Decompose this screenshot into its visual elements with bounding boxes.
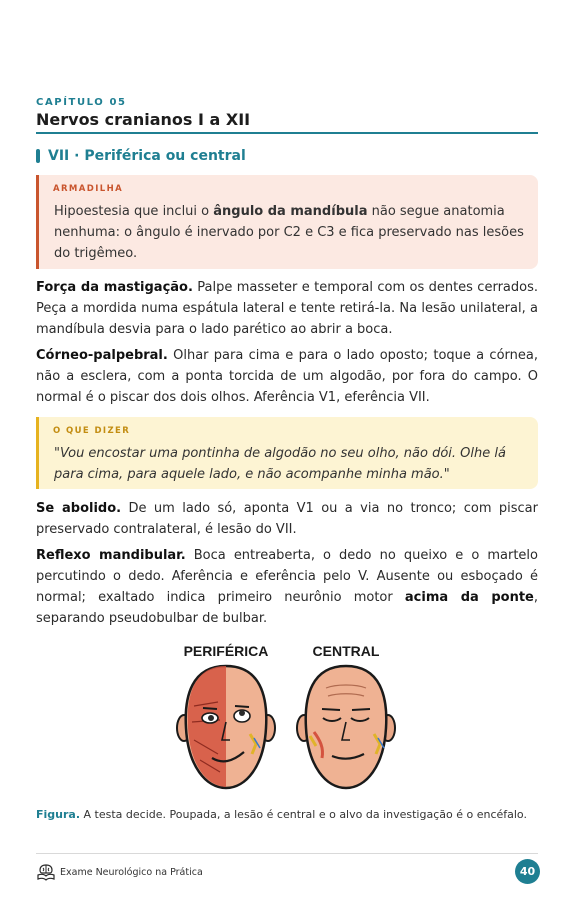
paragraph-body: De um lado só, aponta V1 ou a via no tronco; com piscar preservado contralateral, é lesão do VII. (36, 501, 538, 537)
paragraph-emphasis: acima da ponte (404, 590, 534, 605)
chapter-divider (36, 132, 538, 134)
paragraph-body: Olhar para cima e para o lado oposto; toque a córnea, não a esclera, com a ponta torcida de um algodão, por fora do campo. O normal é o piscar dos dois olhos. Aferência V1, eferência VII. (36, 348, 538, 405)
figure-label-peripheral: PERIFÉRICA (183, 643, 269, 659)
paragraph-lead: Se abolido. (36, 501, 122, 516)
paragraph-body-end: , separando pseudobulbar de bulbar. (36, 590, 539, 626)
trap-text (54, 201, 524, 264)
trap-text-end: não segue anatomia nenhuma: o ângulo é inervado por C2 e C3 e fica preservado nas lesões do trigêmeo. (54, 204, 524, 261)
page-number: 40 (515, 859, 540, 884)
paragraph-lead: Córneo-palpebral. (36, 348, 168, 363)
trap-text-start: Hipoestesia que inclui o (54, 204, 214, 219)
paragraph-lead: Força da mastigação. (36, 280, 193, 295)
caption-text: A testa decide. Poupada, a lesão é central e o alvo da investigação é o encéfalo. (80, 808, 527, 821)
say-label: O QUE DIZER (53, 426, 131, 436)
footer-book-title: Exame Neurológico na Prática (60, 867, 203, 878)
say-text: "Vou encostar uma pontinha de algodão no seu olho, não dói. Olhe lá para cima, para aquele lado, e não acompanhe minha mão." (54, 446, 506, 482)
figure-caption (36, 808, 527, 821)
section-marker (36, 149, 40, 163)
section-heading (36, 146, 246, 166)
chapter-title: Nervos cranianos I a XII (36, 110, 251, 129)
caption-label: Figura. (36, 808, 81, 821)
paragraph-mastication (36, 277, 538, 340)
peripheral-face-illustration (177, 666, 275, 788)
facial-palsy-figure (170, 636, 410, 796)
footer-divider (36, 853, 538, 854)
paragraph-lead: Reflexo mandibular. (36, 548, 186, 563)
paragraph-body: Boca entreaberta, o dedo no queixo e o martelo percutindo o dedo. Aferência e eferência pelo V. Ausente ou esboçado é normal; exaltado indica primeiro neurônio motor (36, 548, 538, 605)
paragraph-body: Palpe masseter e temporal com os dentes cerrados. Peça a mordida numa espátula lateral e tente retirá-la. Na lesão unilateral, a mandíbula desvia para o lado parético ao abrir a boca. (36, 280, 538, 337)
central-face-illustration (297, 666, 395, 788)
paragraph-jaw-reflex (36, 545, 538, 629)
section-title: VII · Periférica ou central (48, 148, 246, 164)
paragraph-abolished (36, 498, 538, 540)
chapter-label: CAPÍTULO 05 (36, 97, 127, 108)
brain-book-icon (36, 862, 56, 882)
figure-label-central: CENTRAL (312, 643, 380, 659)
trap-label: ARMADILHA (53, 184, 124, 194)
paragraph-corneal (36, 345, 538, 408)
trap-callout (36, 175, 538, 269)
trap-text-emphasis: ângulo da mandíbula (213, 204, 368, 219)
say-callout (36, 417, 538, 489)
